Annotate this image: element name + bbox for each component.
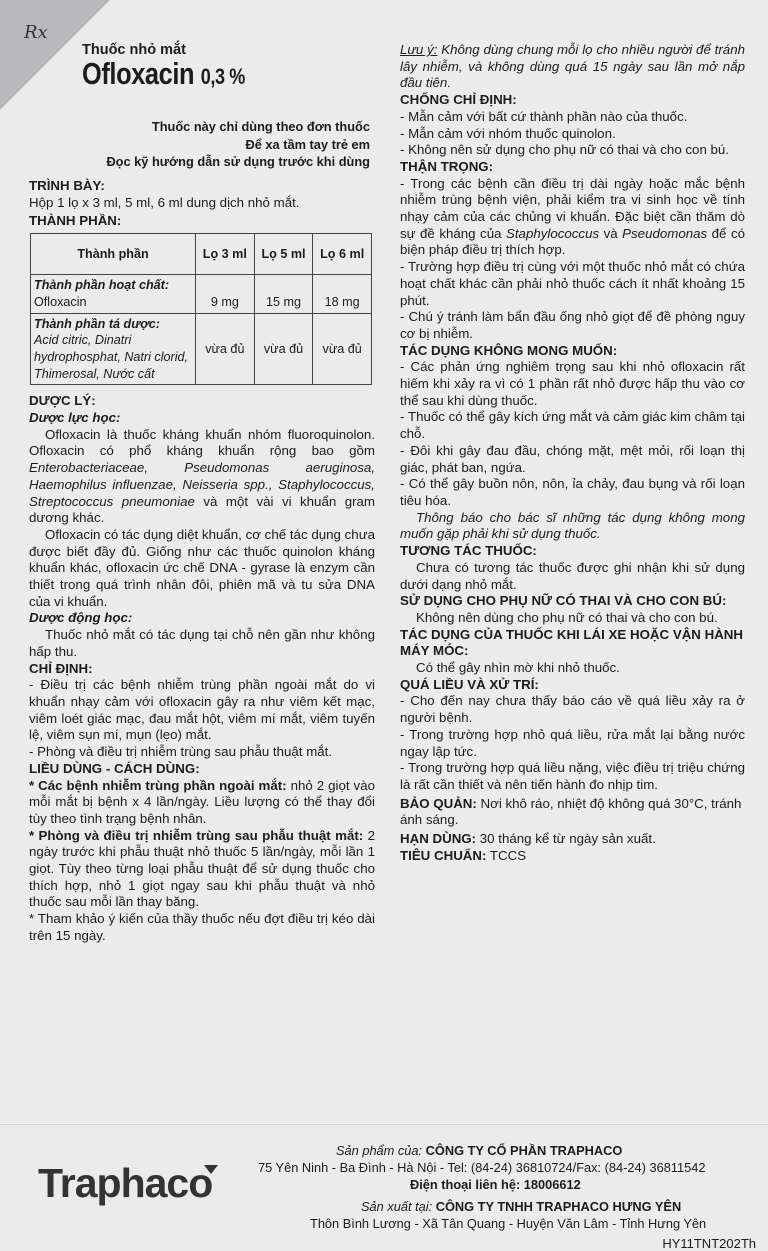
tc-label: TIÊU CHUẨN:: [400, 847, 487, 863]
traphaco-logo: Traphaco: [38, 1160, 213, 1206]
footer-divider: [0, 1124, 768, 1125]
active-cell: [31, 275, 196, 313]
manufacturer-line: [336, 1142, 622, 1159]
ql-2: - Trong trường hợp nhỏ quá liều, rửa mắt lại bằng nước ngay lập tức.: [400, 726, 745, 759]
table-row: [31, 275, 372, 313]
note-children: Để xa tầm tay trẻ em: [245, 136, 370, 152]
table-header-row: [31, 234, 372, 275]
luu-y-text: Không dùng chung mỗi lọ cho nhiều người để tránh lây nhiễm, và không dùng quá 15 ngày sau lần mở nắp đầu tiên.: [400, 42, 745, 91]
manufacturer-address: 75 Yên Ninh - Ba Đình - Hà Nội - Tel: (84-24) 36810724/Fax: (84-24) 36811542: [258, 1160, 706, 1175]
tt1-and: và: [599, 225, 623, 241]
ingredients-table: [30, 233, 372, 385]
product-strength: 0,3 %: [200, 64, 245, 89]
producer-address: Thôn Bình Lương - Xã Tân Quang - Huyện Văn Lâm - Tỉnh Hưng Yên: [310, 1216, 707, 1231]
tt1-a: - Trong các bệnh cần điều trị dài ngày hoặc mắc bệnh nhiễm trùng bệnh viện, phải kiểm tra vi sinh học về tính nhạy cảm của các chủng vi khuẩn. Đặc biệt cần thăm dò sự đề kháng của: [400, 175, 745, 241]
section-thanh-phan: THÀNH PHẦN:: [29, 213, 122, 229]
luu-y-label: Lưu ý:: [400, 42, 438, 57]
dl-p1-end: và một vài vi khuẩn gram dương khác.: [29, 493, 375, 526]
trinh-bay-text: Hộp 1 lọ x 3 ml, 5 ml, 6 ml dung dịch nhỏ mắt.: [29, 194, 300, 210]
dosage-form: Thuốc nhỏ mắt: [82, 42, 186, 58]
lx-1: Có thể gây nhìn mờ khi nhỏ thuốc.: [416, 660, 620, 676]
rx-symbol: Rx: [24, 22, 48, 43]
th-component: Thành phần: [31, 234, 196, 275]
ld1-label: * Các bệnh nhiễm trùng phần ngoài mắt:: [29, 777, 287, 793]
active-5ml: 15 mg: [254, 275, 313, 313]
ld1-text: nhỏ 2 giọt vào mỗi mắt bị bệnh x 4 lần/ngày. Liều lượng có thể thay đổi tùy theo tình trạng bệnh nhân.: [29, 777, 375, 826]
tt1-staph: Staphylococcus: [505, 225, 600, 241]
table-row: [31, 313, 372, 385]
active-6ml: 18 mg: [313, 275, 372, 313]
tdkm-1: - Các phản ứng nghiêm trọng sau khi nhỏ ofloxacin rất hiếm khi xảy ra vì có 1 phần rất nhỏ được hấp thu vào cơ thể sau khi dùng thuốc.: [400, 359, 745, 408]
ccd-2: - Mẫn cảm với nhóm thuốc quinolon.: [400, 125, 616, 141]
section-chi-dinh: CHỈ ĐỊNH:: [29, 660, 93, 676]
han-dung: [400, 831, 745, 848]
excip-group-label: Thành phần tá dược:: [34, 316, 160, 331]
section-phu-nu: SỬ DỤNG CHO PHỤ NỮ CÓ THAI VÀ CHO CON BÚ:: [400, 593, 727, 609]
producer-line: [361, 1198, 681, 1215]
ql-3: - Trong trường hợp quá liều nặng, việc điều trị triệu chứng là rất cần thiết và nên tiến hành đo nhịp tim.: [400, 760, 745, 792]
duoc-luc-hoc: Dược lực học:: [29, 410, 121, 426]
product-title: [82, 56, 245, 92]
phone-label: Điện thoại liên hệ:: [410, 1177, 521, 1192]
th-5ml: Lọ 5 ml: [254, 234, 313, 275]
section-qua-lieu: QUÁ LIỀU VÀ XỬ TRÍ:: [400, 676, 539, 692]
phone-line: [410, 1176, 581, 1193]
tdkm-2: - Thuốc có thể gây kích ứng mắt và cảm giác kim châm tại chỗ.: [400, 409, 745, 442]
duoc-luc-p1: [29, 427, 375, 527]
active-name: Ofloxacin: [34, 294, 87, 309]
th-6ml: Lọ 6 ml: [313, 234, 372, 275]
hd-text: 30 tháng kể từ ngày sản xuất.: [476, 831, 656, 847]
sp-label: Sản phẩm của:: [336, 1143, 423, 1158]
hd-label: HẠN DÙNG:: [400, 831, 477, 847]
tc-text: TCCS: [486, 847, 527, 863]
sx-label: Sản xuất tại:: [361, 1199, 433, 1214]
ld2-text: 2 ngày trước khi phẫu thuật nhỏ thuốc 5 lần/ngày, mỗi lần 1 giọt. Tùy theo từng loại phẫu thuật để sử dụng thuốc cho thích hợp, nhỏ 1 giọt ngay sau khi phẫu thuật và nhỏ thuốc sau mỗi lần thay băng.: [29, 827, 375, 910]
note-prescription: Thuốc này chỉ dùng theo đơn thuốc: [151, 119, 370, 134]
section-trinh-bay: TRÌNH BÀY:: [29, 178, 105, 193]
bq-label: BẢO QUẢN:: [400, 795, 477, 811]
tdkm-5: Thông báo cho bác sĩ những tác dụng không mong muốn gặp phải khi sử dụng thuốc.: [400, 509, 745, 542]
section-lai-xe: TÁC DỤNG CỦA THUỐC KHI LÁI XE HOẶC VẬN HÀNH MÁY MÓC:: [400, 626, 744, 659]
tt-2: - Trường hợp điều trị cùng với một thuốc nhỏ mắt có chứa hoạt chất khác cần phải nhỏ thuốc cách ít nhất khoảng 15 phút.: [400, 259, 745, 308]
note-read: Đọc kỹ hướng dẫn sử dụng trước khi dùng: [106, 154, 370, 169]
tt1-end: để có biện pháp điều trị thích hợp.: [400, 225, 745, 258]
ccd-3: - Không nên sử dụng cho phụ nữ có thai và cho con bú.: [400, 142, 730, 158]
duoc-dong-text: Thuốc nhỏ mắt có tác dụng tại chỗ nên gần như không hấp thu.: [29, 627, 375, 659]
product-name: Ofloxacin: [82, 56, 195, 91]
ttt-1: Chưa có tương tác thuốc được ghi nhận khi sử dụng dưới dạng nhỏ mắt.: [400, 559, 745, 592]
th-3ml: Lọ 3 ml: [196, 234, 255, 275]
dl-p1-text: Ofloxacin là thuốc kháng khuẩn nhóm fluoroquinolon. Ofloxacin có phổ kháng khuẩn rộng bao gồm: [29, 426, 375, 459]
duoc-dong-hoc: Dược động học:: [29, 610, 133, 626]
print-code: HY11TNT202Th: [662, 1236, 756, 1251]
diamond-icon: [204, 1165, 218, 1174]
bao-quan: [400, 796, 745, 829]
ql-1: - Cho đến nay chưa thấy báo cáo về quá liều xảy ra ở người bệnh.: [400, 693, 745, 726]
left-column: [29, 178, 375, 945]
excip-6ml: vừa đủ: [313, 313, 372, 385]
dl-p1-species: Enterobacteriaceae, Pseudomonas aeruginosa, Haemophilus influenzae, Neisseria spp., Staphylococcus, Streptococcus pneumoniae: [29, 460, 375, 509]
right-column: [400, 42, 745, 864]
excip-cell: [31, 313, 196, 385]
excip-5ml: vừa đủ: [254, 313, 313, 385]
tdkm-4: - Có thể gây buồn nôn, nôn, ỉa chảy, đau bụng và rối loạn tiêu hóa.: [400, 476, 745, 508]
section-chong-chi-dinh: CHỐNG CHỈ ĐỊNH:: [400, 92, 517, 108]
section-than-trong: THẬN TRỌNG:: [400, 158, 494, 174]
bq-text: Nơi khô ráo, nhiệt độ không quá 30°C, tránh ánh sáng.: [400, 795, 742, 828]
lieu-dung-2: [29, 828, 375, 912]
tieu-chuan: [400, 848, 745, 865]
tt-1: [400, 176, 745, 260]
tt1-pseudo: Pseudomonas: [622, 225, 708, 241]
chi-dinh-1: - Điều trị các bệnh nhiễm trùng phần ngoài mắt do vi khuẩn nhạy cảm với ofloxacin gây ra như viêm kết mạc, viêm loét giác mạc, đau mắt hột, viêm mí mắt, viêm tuyến lệ, viêm sụn mí, mụn (lẹo) mắt.: [29, 677, 375, 743]
section-lieu-dung: LIỀU DÙNG - CÁCH DÙNG:: [29, 760, 200, 776]
sx-name: CÔNG TY TNHH TRAPHACO HƯNG YÊN: [435, 1199, 682, 1214]
section-tac-dung-khong-mong-muon: TÁC DỤNG KHÔNG MONG MUỐN:: [400, 342, 618, 358]
pn-1: Không nên dùng cho phụ nữ có thai và cho con bú.: [416, 609, 718, 625]
phone-number: 18006612: [523, 1177, 581, 1192]
lieu-dung-3: * Tham khảo ý kiến của thầy thuốc nếu đợt điều trị kéo dài trên 15 ngày.: [29, 911, 375, 943]
tdkm-3: - Đôi khi gây đau đầu, chóng mặt, mệt mỏi, rối loạn thị giác, phát ban, ngứa.: [400, 442, 745, 475]
excip-3ml: vừa đủ: [196, 313, 255, 385]
lieu-dung-1: [29, 778, 375, 828]
active-group-label: Thành phần hoạt chất:: [34, 278, 170, 293]
ccd-1: - Mẫn cảm với bất cứ thành phần nào của thuốc.: [400, 108, 688, 124]
tt-3: - Chú ý tránh làm bẩn đầu ống nhỏ giọt để đề phòng nguy cơ bị nhiễm.: [400, 309, 745, 341]
active-3ml: 9 mg: [196, 275, 255, 313]
section-tuong-tac: TƯƠNG TÁC THUỐC:: [400, 543, 537, 559]
warning-notes: [90, 118, 370, 171]
section-duoc-ly: DƯỢC LÝ:: [29, 393, 96, 409]
excip-list: Acid citric, Dinatri hydrophosphat, Natri clorid, Thimerosal, Nước cất: [34, 333, 189, 381]
duoc-luc-p2: Ofloxacin có tác dụng diệt khuẩn, cơ chế tác dụng chưa được biết đầy đủ. Giống như các thuốc quinolon kháng khuẩn khác, ofloxacin ức chế DNA - gyrase là enzym cần thiết trong quá trình nhân đôi, phiên mã và tu sửa DNA của vi khuẩn.: [29, 526, 375, 609]
luu-y: [400, 42, 745, 92]
ld2-label: * Phòng và điều trị nhiễm trùng sau phẫu thuật mắt:: [29, 827, 364, 843]
chi-dinh-2: - Phòng và điều trị nhiễm trùng sau phẫu thuật mắt.: [29, 744, 333, 760]
sp-name: CÔNG TY CỔ PHẦN TRAPHACO: [425, 1143, 623, 1158]
